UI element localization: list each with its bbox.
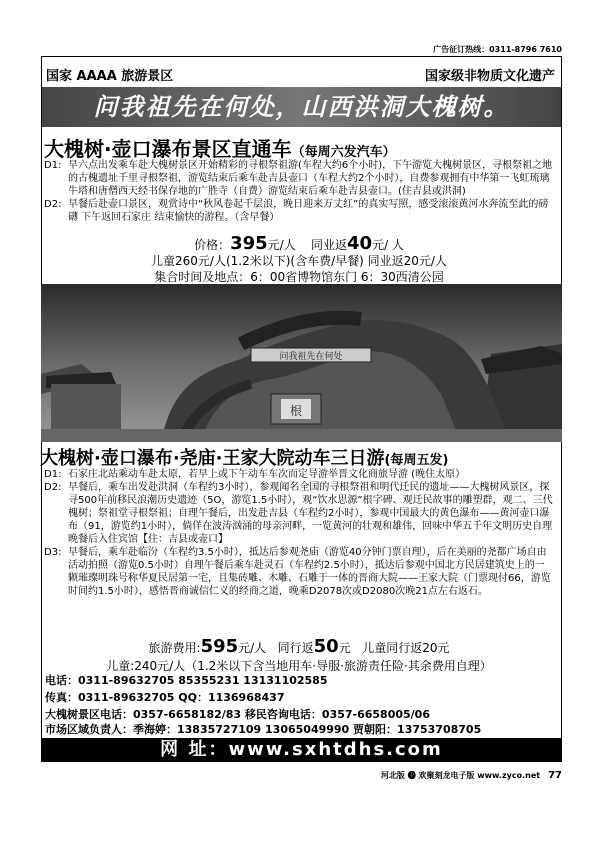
same-label: 同行返 <box>277 641 314 655</box>
ad-hotline: 广告征订热线：0311-8796 7610 <box>433 45 562 54</box>
route1-day2: 早餐后赴壶口景区，观赏诗中“秋风卷起千层浪，晚日迎来万丈红”的真实写照，感受滚滚黄河水奔流至此的磅礴 下午返回石家庄 结束愉快的游程。（含早餐） <box>68 199 549 223</box>
route1-name: 大槐树·壶口瀑布景区直通车 <box>44 137 292 161</box>
child-same-label: 儿童同行返20元 <box>362 641 450 655</box>
route1-meet-line: 集合时间及地点：6：00省博物馆东门 6：30西清公园 <box>154 270 444 284</box>
heritage-label: 国家级非物质文化遗产 <box>424 69 555 84</box>
footer-text: 河北版 🅟 欢聚刻龙电子版 www.zyco.net <box>380 771 541 780</box>
route1-price: 395 <box>230 233 268 254</box>
photo-gate-text: 根 <box>289 404 303 418</box>
day-label: D1: <box>44 160 62 171</box>
slogan-banner: 问我祖先在何处，山西洪洞大槐树。 <box>42 87 561 127</box>
route1-schedule: （每周六发汽车） <box>291 145 396 160</box>
price-label: 价格： <box>194 238 231 252</box>
route1-day1: 早六点出发乘车赴大槐树景区开始精彩的寻根祭祖游(车程大约6个小时)，下午游览大槐树景区，寻根祭祖之地的古槐遗址千里寻根祭祖，游览结束后乘车赴吉县壶口（车程大约2个小时），自费参观拥有中华第一飞虹琉璃牛塔和唐僧西天经书保存地的广胜寺（自费）游览结束后乘车赴吉县壶口。(住吉县或洪洞) <box>68 160 553 197</box>
website-bar: 网 址：www.sxhtdhs.com <box>41 738 562 762</box>
route2-day1: 石家庄北站乘动车赴太原，若早上或下午动车车次而定导游举晋文化商旅导游 (晚住太原） <box>68 469 466 480</box>
price-unit: 元/人 <box>238 641 267 655</box>
page-footer <box>380 770 562 781</box>
route1-itinerary <box>44 159 554 224</box>
contact-managers: 市场区域负责人：季海婷：13835727109 13065049990 贾朝阳：13753708705 <box>45 723 482 736</box>
same-label: 同业返 <box>310 238 347 252</box>
route2-name: 大槐树·壶口瀑布·尧庙·王家大院动车三日游 <box>40 448 385 469</box>
day-label: D2: <box>44 199 62 210</box>
route1-title <box>44 133 560 162</box>
route2-itinerary <box>44 468 554 598</box>
same-unit: 元 <box>338 641 351 655</box>
top-band <box>42 57 561 87</box>
tree-monument-image <box>41 284 562 442</box>
route1-price-line <box>44 233 554 254</box>
route1-child-line: 儿童260元/人(1.2米以下)(含车费/早餐) 同业返20元/人 <box>151 254 447 268</box>
contact-scenic: 大槐树景区电话：0357-6658182/83 移民咨询电话：0357-6658005/06 <box>45 708 430 721</box>
route2-day2: 早餐后，乘车出发赴洪洞（车程约3小时），参观闻名全国的寻根祭祖和明代迁民的遗址——大槐树风景区，探寻500年前移民浪潮历史遗迹（5O，游览1.5小时），观“饮水思源”根字碑、观迁民故事的雕塑群，观二、三代槐树；祭祖堂寻根祭祖；自理午餐后，出发赴吉县（车程约2小时），参观中国最大的黄色瀑布——黄河壶口瀑布（91，游览约1小时），倘佯在波涛汹涌的母亲河畔，一览黄河的壮观和雄伟，回味中华五千年文明历史自理晚餐后入住宾馆【住：吉县或壶口】 <box>68 482 553 545</box>
route2-same: 50 <box>313 636 339 657</box>
route2-price: 595 <box>200 636 239 657</box>
day-label: D3: <box>44 547 62 558</box>
page-number: 77 <box>548 770 562 781</box>
price-label: 旅游费用: <box>148 641 201 655</box>
route2-price-line <box>44 636 554 657</box>
price-unit: 元/人 <box>267 238 296 252</box>
route2-day3: 早餐后，乘车赴临汾（车程约3.5小时），抵达后参观尧庙（游览40分钟门票自理），后在美丽的尧都广场自由活动拍照（游览0.5小时）自理午餐后乘车赴灵石（车程约2.5小时），抵达后参观中国北方民居建筑史上的一颗璀璨明珠号称华夏民居第一宅，且集砖雕、木雕、石雕于一体的晋商大院——王家大院（门票现付66，游览时间约1.5小时），感悟晋商诚信仁义的经商之道，晚乘D2078次或D2080次晚21点左右返石。 <box>68 547 551 597</box>
route2-title <box>40 444 560 470</box>
day-label: D2: <box>44 482 62 493</box>
route2-schedule: (每周五发) <box>384 453 449 468</box>
aaaa-label: 国家 AAAA 旅游景区 <box>46 69 174 84</box>
contact-fax: 传真：0311-89632705 QQ：1136968437 <box>45 691 285 704</box>
day-label: D1: <box>44 469 62 480</box>
contact-tel: 电话：0311-89632705 85355231 13131102585 <box>45 674 328 687</box>
same-unit: 元/ 人 <box>372 238 404 252</box>
scenic-photo <box>41 284 562 442</box>
route1-same: 40 <box>347 233 373 254</box>
photo-sign-text: 问我祖先在何处 <box>279 352 343 362</box>
route2-child-line: 儿童:240元/人（1.2米以下含当地用车·导服·旅游责任险·其余费用自理） <box>106 659 492 673</box>
